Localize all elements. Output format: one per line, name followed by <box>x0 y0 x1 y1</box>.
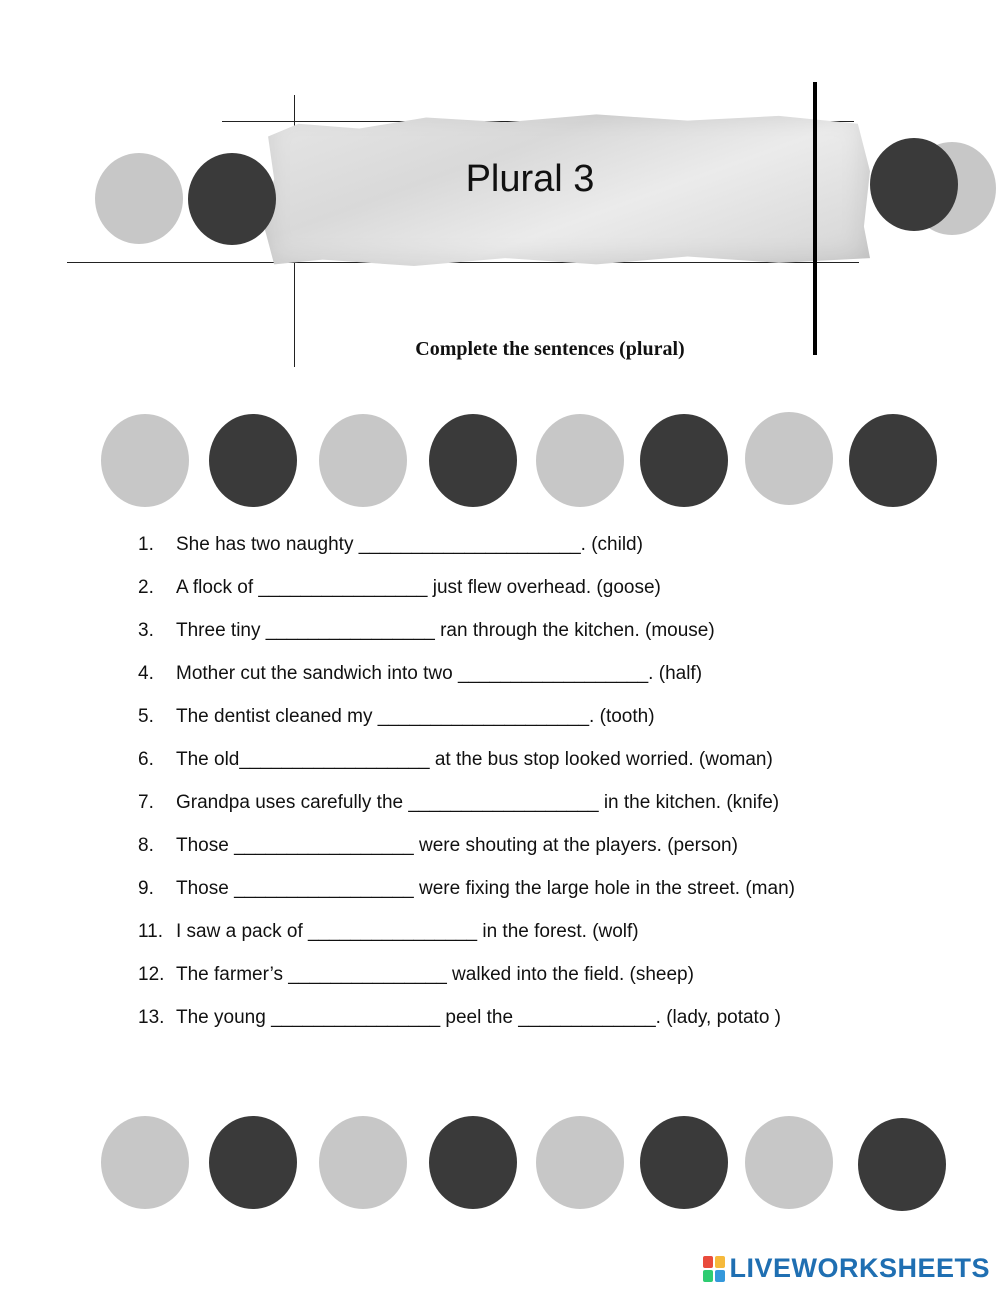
decor-circle <box>319 414 407 507</box>
frame-right-thick-line <box>813 82 817 355</box>
frame-bottom-line <box>67 262 859 263</box>
page-title: Plural 3 <box>465 158 595 200</box>
decor-circle <box>640 414 728 507</box>
sentence-text: Those _________________ were shouting at the players. (person) <box>176 835 738 856</box>
sentence-number: 2. <box>138 577 154 598</box>
sentence-item <box>138 616 858 646</box>
sentence-text: A flock of ________________ just flew overhead. (goose) <box>176 577 661 598</box>
sentence-item <box>138 573 858 603</box>
sentence-number: 12. <box>138 964 165 985</box>
decor-circle <box>209 414 297 507</box>
decor-circle <box>319 1116 407 1209</box>
sentence-number: 7. <box>138 792 154 813</box>
sentence-item <box>138 788 858 818</box>
decor-circle <box>849 414 937 507</box>
sentence-item <box>138 960 858 990</box>
liveworksheets-logo-icon <box>703 1256 725 1282</box>
decor-circle <box>536 1116 624 1209</box>
sentence-text: The old__________________ at the bus stop looked worried. (woman) <box>176 749 773 770</box>
sentence-number: 5. <box>138 706 154 727</box>
decor-circle <box>429 1116 517 1209</box>
sentence-number: 8. <box>138 835 154 856</box>
decor-circle <box>536 414 624 507</box>
sentence-text: She has two naughty _____________________. (child) <box>176 534 643 555</box>
sentence-text: Three tiny ________________ ran through the kitchen. (mouse) <box>176 620 715 641</box>
sentence-item <box>138 530 858 560</box>
sentence-number: 11. <box>138 921 164 942</box>
sentence-number: 3. <box>138 620 154 641</box>
sentence-item <box>138 874 858 904</box>
decor-circle <box>858 1118 946 1211</box>
sentence-text: The young ________________ peel the _____________. (lady, potato ) <box>176 1007 781 1028</box>
decor-circle <box>429 414 517 507</box>
sentence-text: Mother cut the sandwich into two __________________. (half) <box>176 663 703 684</box>
sentence-number: 13. <box>138 1007 165 1028</box>
sentence-number: 1. <box>138 534 154 555</box>
sentence-item <box>138 659 858 689</box>
decor-circle <box>745 1116 833 1209</box>
sentence-item <box>138 702 858 732</box>
sentence-text: I saw a pack of ________________ in the forest. (wolf) <box>176 921 639 942</box>
sentence-text: The dentist cleaned my ____________________. (tooth) <box>176 706 655 727</box>
decor-circle <box>95 153 183 244</box>
decor-circle <box>101 414 189 507</box>
decor-circle <box>640 1116 728 1209</box>
sentence-item <box>138 1003 858 1033</box>
sentence-text: Those _________________ were fixing the large hole in the street. (man) <box>176 878 795 899</box>
sentence-number: 6. <box>138 749 154 770</box>
decor-circle <box>209 1116 297 1209</box>
sentence-number: 9. <box>138 878 154 899</box>
sentence-text: The farmer’s _______________ walked into the field. (sheep) <box>176 964 694 985</box>
liveworksheets-logo[interactable] <box>703 1253 990 1284</box>
sentence-item <box>138 831 858 861</box>
decor-circle <box>870 138 958 231</box>
decor-circle <box>188 153 276 245</box>
decor-circle <box>101 1116 189 1209</box>
instructions: Complete the sentences (plural) <box>415 338 685 360</box>
sentence-list <box>138 530 858 1046</box>
sentence-item <box>138 745 858 775</box>
sentence-item <box>138 917 858 947</box>
decor-circle <box>745 412 833 505</box>
sentence-number: 4. <box>138 663 154 684</box>
sentence-text: Grandpa uses carefully the __________________ in the kitchen. (knife) <box>176 792 780 813</box>
liveworksheets-brand: LIVEWORKSHEETS <box>729 1253 990 1283</box>
